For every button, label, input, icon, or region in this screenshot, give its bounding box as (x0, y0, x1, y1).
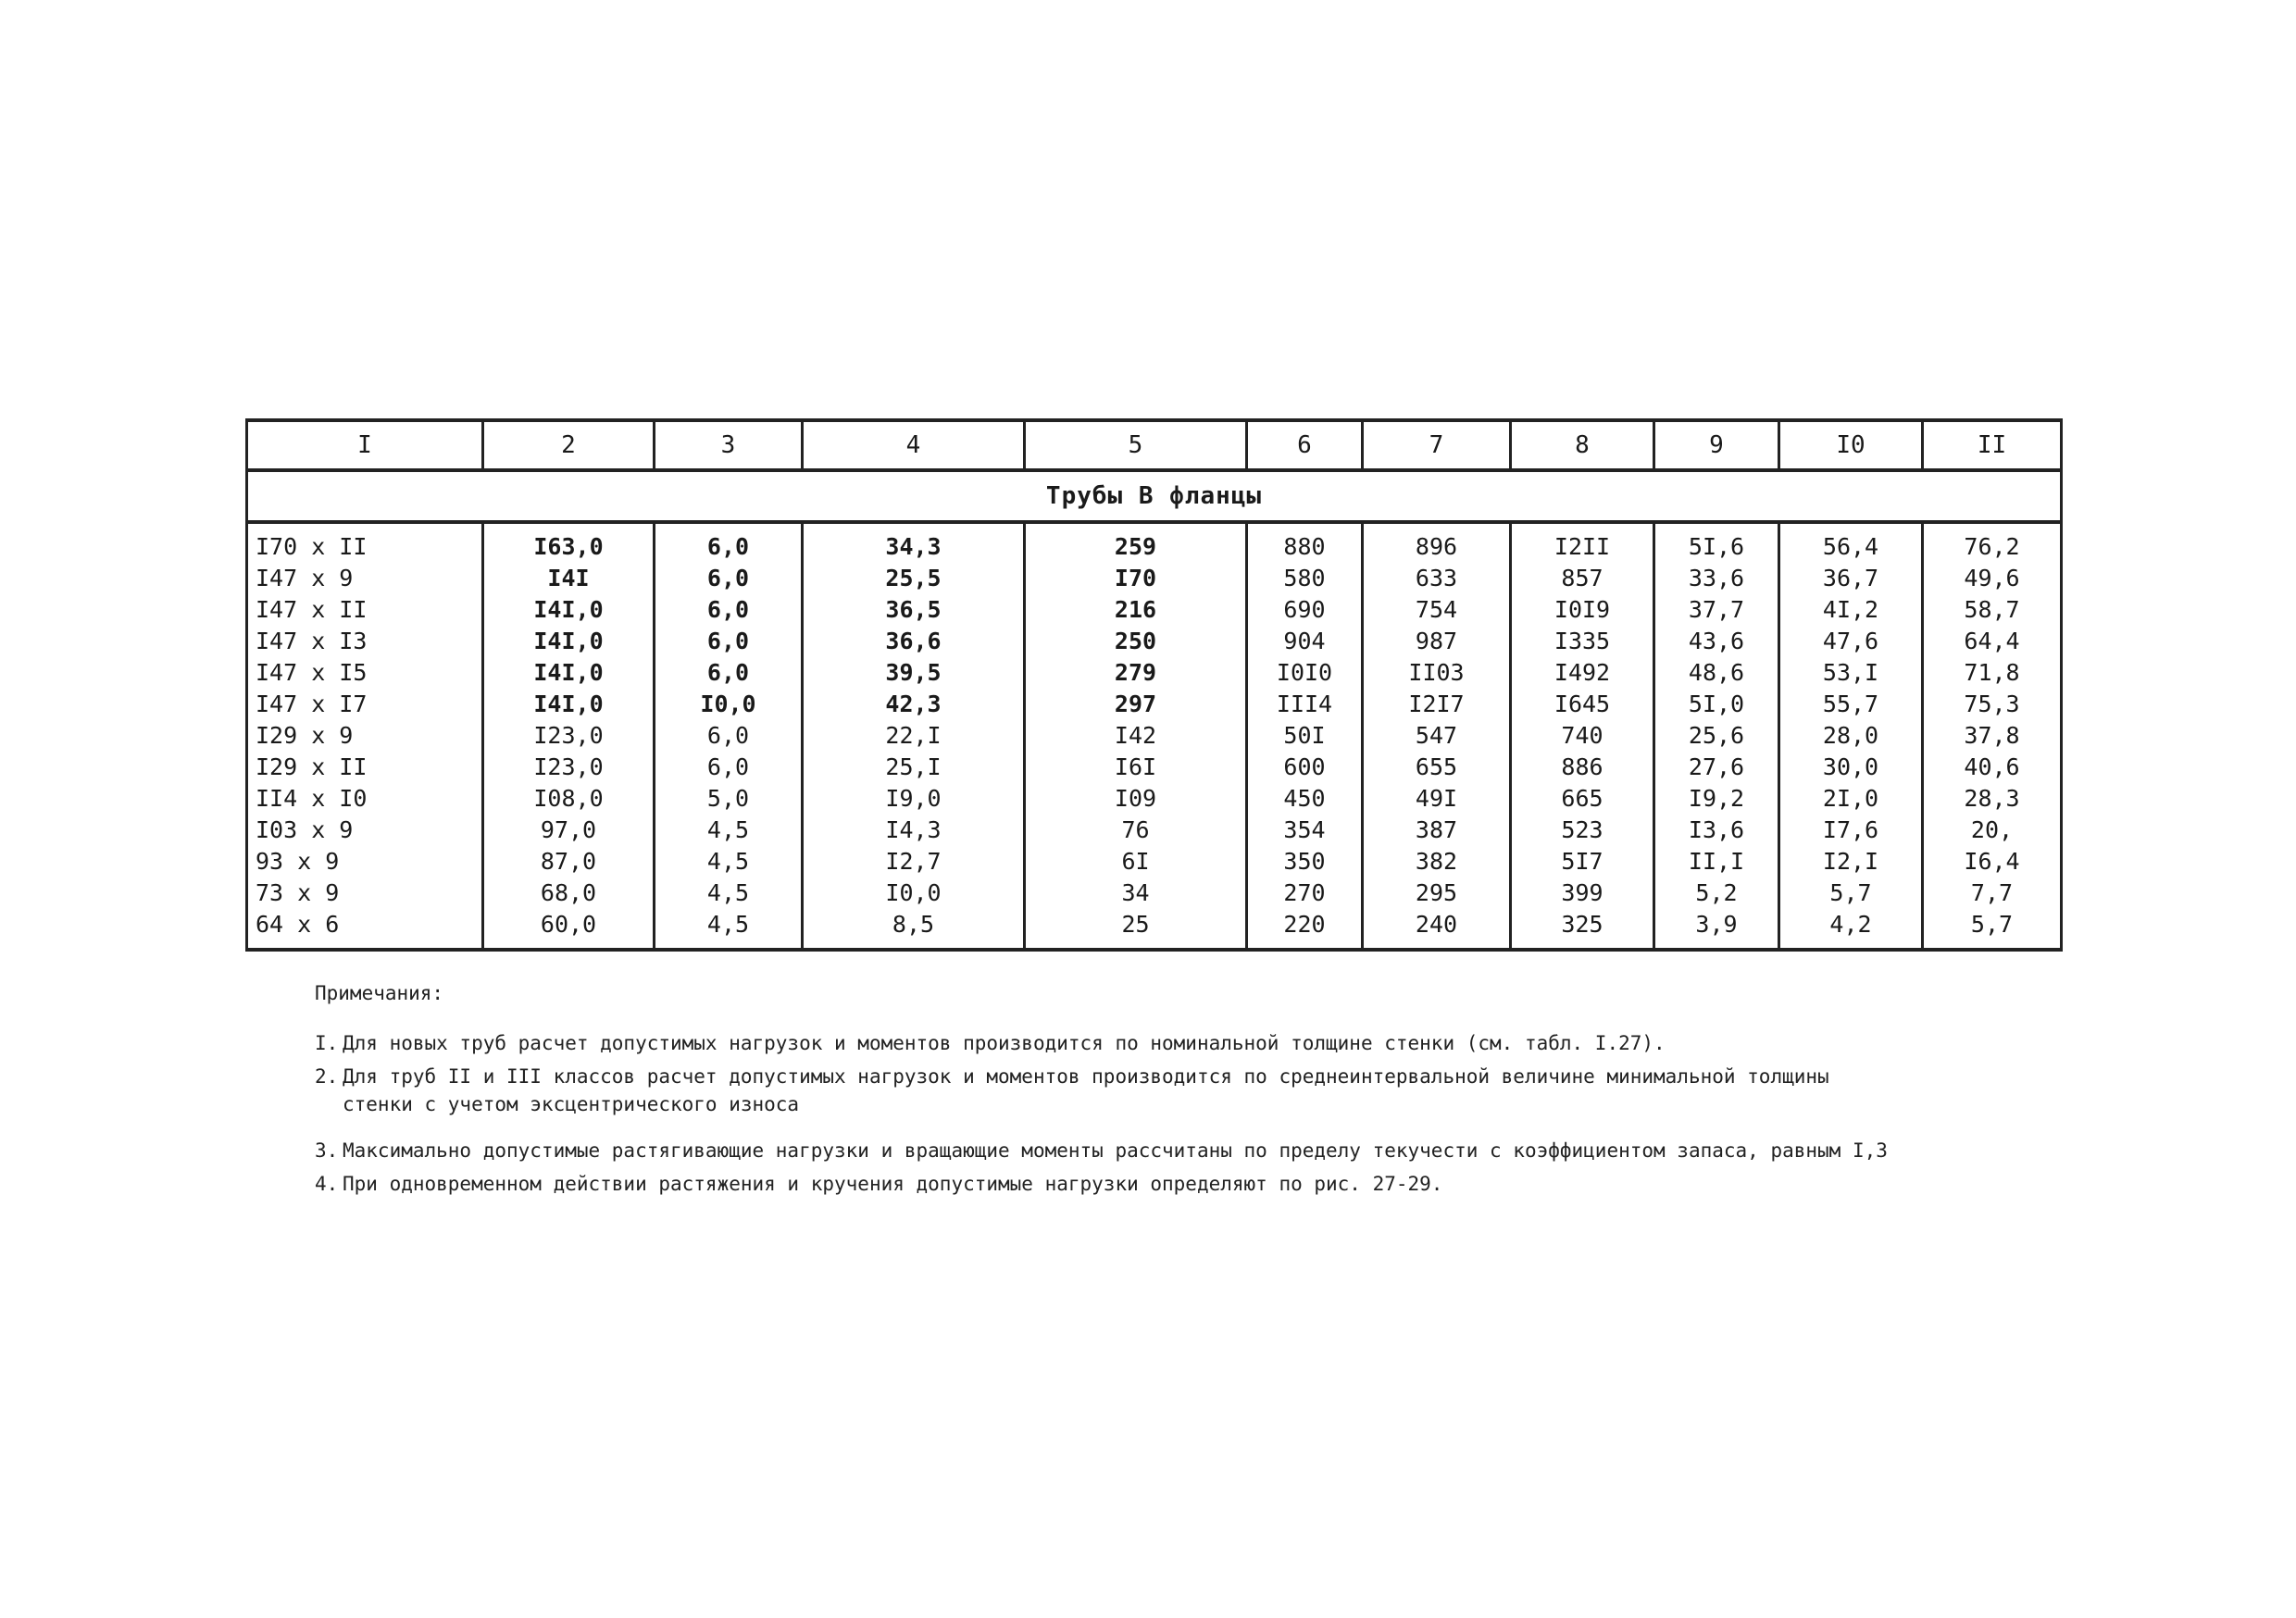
table-cell-col-6: 580 (1247, 563, 1363, 594)
table-cell-col-11: 71,8 (1923, 657, 2062, 689)
pipe-size-cell: I47 x I3 (247, 626, 483, 657)
table-cell-col-5: 216 (1025, 594, 1247, 626)
table-cell-col-5: I6I (1025, 752, 1247, 783)
pipe-size-cell: I03 x 9 (247, 815, 483, 846)
table-cell-col-9: I9,2 (1654, 783, 1779, 815)
table-cell-col-7: I2I7 (1363, 689, 1511, 720)
table-cell-col-3: 6,0 (655, 626, 803, 657)
table-cell-col-7: 987 (1363, 626, 1511, 657)
table-cell-col-8: 857 (1511, 563, 1654, 594)
table-cell-col-3: 5,0 (655, 783, 803, 815)
table-row (247, 689, 2062, 720)
column-header-4: 4 (803, 420, 1025, 470)
table-cell-col-5: 259 (1025, 522, 1247, 563)
table-cell-col-7: 295 (1363, 877, 1511, 909)
table-cell-col-6: III4 (1247, 689, 1363, 720)
table-cell-col-3: 6,0 (655, 594, 803, 626)
table-body (247, 470, 2062, 950)
note-item (315, 1029, 2074, 1057)
table-header-row (247, 420, 2062, 470)
table-cell-col-9: 5I,6 (1654, 522, 1779, 563)
note-item (315, 1137, 2074, 1164)
notes-list (315, 1029, 2074, 1198)
column-header-5: 5 (1025, 420, 1247, 470)
table-cell-col-11: 28,3 (1923, 783, 2062, 815)
table-cell-col-9: II,I (1654, 846, 1779, 877)
table-cell-col-4: 42,3 (803, 689, 1025, 720)
note-text: Максимально допустимые растягивающие нагрузки и вращающие моменты рассчитаны по пределу текучести с коэффициентом запаса, равным I,3 (343, 1139, 1888, 1162)
table-cell-col-2: I23,0 (483, 720, 655, 752)
table-cell-col-6: 690 (1247, 594, 1363, 626)
column-header-1: I (247, 420, 483, 470)
table-row (247, 563, 2062, 594)
notes-block (315, 979, 2074, 1203)
table-cell-col-4: I2,7 (803, 846, 1025, 877)
table-cell-col-4: I9,0 (803, 783, 1025, 815)
table-cell-col-8: 886 (1511, 752, 1654, 783)
table-cell-col-3: 6,0 (655, 563, 803, 594)
table-cell-col-7: 547 (1363, 720, 1511, 752)
table-cell-col-4: 36,6 (803, 626, 1025, 657)
table-cell-col-11: 5,7 (1923, 909, 2062, 950)
table-row (247, 909, 2062, 950)
table-cell-col-2: 60,0 (483, 909, 655, 950)
table-cell-col-2: I23,0 (483, 752, 655, 783)
table-cell-col-4: I4,3 (803, 815, 1025, 846)
table-cell-col-11: 40,6 (1923, 752, 2062, 783)
table-cell-col-5: 76 (1025, 815, 1247, 846)
table-cell-col-9: 37,7 (1654, 594, 1779, 626)
pipe-size-cell: II4 x I0 (247, 783, 483, 815)
table-row (247, 657, 2062, 689)
table-cell-col-8: 325 (1511, 909, 1654, 950)
column-header-7: 7 (1363, 420, 1511, 470)
table-cell-col-3: 4,5 (655, 877, 803, 909)
table-row (247, 815, 2062, 846)
pipe-size-cell: 73 x 9 (247, 877, 483, 909)
table-cell-col-10: 4,2 (1779, 909, 1923, 950)
table-cell-col-3: 4,5 (655, 846, 803, 877)
table-cell-col-6: 904 (1247, 626, 1363, 657)
column-header-9: 9 (1654, 420, 1779, 470)
column-header-2: 2 (483, 420, 655, 470)
table-cell-col-11: 7,7 (1923, 877, 2062, 909)
table-cell-col-9: 33,6 (1654, 563, 1779, 594)
table-cell-col-2: I4I,0 (483, 594, 655, 626)
pipe-size-cell: I47 x 9 (247, 563, 483, 594)
table-cell-col-5: 25 (1025, 909, 1247, 950)
table-cell-col-9: 3,9 (1654, 909, 1779, 950)
pipe-size-cell: I70 x II (247, 522, 483, 563)
table-cell-col-8: I0I9 (1511, 594, 1654, 626)
table-cell-col-4: 34,3 (803, 522, 1025, 563)
note-number: 4. (315, 1173, 339, 1195)
table-cell-col-8: 523 (1511, 815, 1654, 846)
table-cell-col-7: 896 (1363, 522, 1511, 563)
note-text: Для новых труб расчет допустимых нагрузок и моментов производится по номинальной толщине стенки (см. табл. I.27). (343, 1032, 1666, 1054)
table-cell-col-6: 600 (1247, 752, 1363, 783)
pipe-size-cell: 93 x 9 (247, 846, 483, 877)
table-cell-col-4: 8,5 (803, 909, 1025, 950)
table-cell-col-4: 36,5 (803, 594, 1025, 626)
table-cell-col-7: 387 (1363, 815, 1511, 846)
table-cell-col-5: I09 (1025, 783, 1247, 815)
table-cell-col-9: 27,6 (1654, 752, 1779, 783)
table-cell-col-6: 350 (1247, 846, 1363, 877)
table-cell-col-6: 50I (1247, 720, 1363, 752)
table-cell-col-7: 655 (1363, 752, 1511, 783)
notes-heading: Примечания: (315, 982, 444, 1004)
table-cell-col-6: 354 (1247, 815, 1363, 846)
table-cell-col-6: 450 (1247, 783, 1363, 815)
table-row (247, 626, 2062, 657)
table-cell-col-7: 240 (1363, 909, 1511, 950)
table-cell-col-2: I4I,0 (483, 626, 655, 657)
table-cell-col-8: 740 (1511, 720, 1654, 752)
table-cell-col-5: 34 (1025, 877, 1247, 909)
table-cell-col-8: I335 (1511, 626, 1654, 657)
table-cell-col-6: 880 (1247, 522, 1363, 563)
section-row (247, 470, 2062, 522)
note-number: I. (315, 1032, 339, 1054)
pipe-size-cell: I47 x I7 (247, 689, 483, 720)
pipe-size-cell: 64 x 6 (247, 909, 483, 950)
table-cell-col-4: 39,5 (803, 657, 1025, 689)
table-cell-col-4: 22,I (803, 720, 1025, 752)
table-row (247, 720, 2062, 752)
table-cell-col-9: 25,6 (1654, 720, 1779, 752)
table-cell-col-3: 6,0 (655, 752, 803, 783)
table-cell-col-6: I0I0 (1247, 657, 1363, 689)
table-row (247, 846, 2062, 877)
table-row (247, 752, 2062, 783)
table-row (247, 594, 2062, 626)
table-cell-col-9: I3,6 (1654, 815, 1779, 846)
table-cell-col-7: 382 (1363, 846, 1511, 877)
table-cell-col-10: I7,6 (1779, 815, 1923, 846)
table-cell-col-10: I2,I (1779, 846, 1923, 877)
table-cell-col-11: 49,6 (1923, 563, 2062, 594)
table-cell-col-3: 6,0 (655, 657, 803, 689)
note-text: Для труб II и III классов расчет допустимых нагрузок и моментов производится по среднеинтервальной величине минимальной толщины стенки с учетом эксцентрического износа (343, 1065, 1829, 1115)
note-number: 2. (315, 1065, 339, 1088)
table-cell-col-8: I645 (1511, 689, 1654, 720)
table-cell-col-8: I492 (1511, 657, 1654, 689)
table-cell-col-8: 665 (1511, 783, 1654, 815)
table-cell-col-10: 53,I (1779, 657, 1923, 689)
table-cell-col-3: 4,5 (655, 909, 803, 950)
table-cell-col-3: I0,0 (655, 689, 803, 720)
note-item (315, 1170, 2074, 1198)
table-cell-col-3: 6,0 (655, 720, 803, 752)
section-title: Трубы В фланцы (247, 470, 2062, 522)
table-cell-col-2: 68,0 (483, 877, 655, 909)
table-cell-col-10: 36,7 (1779, 563, 1923, 594)
table-cell-col-6: 270 (1247, 877, 1363, 909)
note-number: 3. (315, 1139, 339, 1162)
note-text: При одновременном действии растяжения и кручения допустимые нагрузки определяют по рис. 27-29. (343, 1173, 1443, 1195)
table-row (247, 783, 2062, 815)
table-cell-col-3: 6,0 (655, 522, 803, 563)
table-cell-col-11: 75,3 (1923, 689, 2062, 720)
table-cell-col-2: I4I (483, 563, 655, 594)
column-header-3: 3 (655, 420, 803, 470)
pipe-size-cell: I29 x II (247, 752, 483, 783)
pipe-load-table (245, 418, 2063, 952)
table-cell-col-10: 56,4 (1779, 522, 1923, 563)
table-cell-col-7: II03 (1363, 657, 1511, 689)
table-cell-col-10: 55,7 (1779, 689, 1923, 720)
pipe-load-table-container (245, 418, 2060, 952)
table-cell-col-7: 754 (1363, 594, 1511, 626)
table-cell-col-10: 30,0 (1779, 752, 1923, 783)
table-cell-col-2: 97,0 (483, 815, 655, 846)
table-cell-col-2: I63,0 (483, 522, 655, 563)
table-cell-col-8: 5I7 (1511, 846, 1654, 877)
table-cell-col-9: 5I,0 (1654, 689, 1779, 720)
table-cell-col-10: 28,0 (1779, 720, 1923, 752)
table-cell-col-10: 2I,0 (1779, 783, 1923, 815)
table-cell-col-4: 25,5 (803, 563, 1025, 594)
table-cell-col-5: 6I (1025, 846, 1247, 877)
table-row (247, 877, 2062, 909)
table-cell-col-10: 47,6 (1779, 626, 1923, 657)
table-cell-col-11: 20, (1923, 815, 2062, 846)
table-cell-col-11: 64,4 (1923, 626, 2062, 657)
table-cell-col-8: 399 (1511, 877, 1654, 909)
pipe-size-cell: I47 x II (247, 594, 483, 626)
table-cell-col-9: 5,2 (1654, 877, 1779, 909)
column-header-6: 6 (1247, 420, 1363, 470)
table-cell-col-11: I6,4 (1923, 846, 2062, 877)
table-cell-col-2: 87,0 (483, 846, 655, 877)
column-header-8: 8 (1511, 420, 1654, 470)
table-cell-col-10: 4I,2 (1779, 594, 1923, 626)
table-cell-col-5: I70 (1025, 563, 1247, 594)
table-cell-col-3: 4,5 (655, 815, 803, 846)
table-cell-col-9: 48,6 (1654, 657, 1779, 689)
table-cell-col-5: 250 (1025, 626, 1247, 657)
note-item (315, 1063, 2074, 1118)
table-cell-col-4: I0,0 (803, 877, 1025, 909)
table-row (247, 522, 2062, 563)
table-cell-col-10: 5,7 (1779, 877, 1923, 909)
table-cell-col-2: I08,0 (483, 783, 655, 815)
table-cell-col-2: I4I,0 (483, 657, 655, 689)
table-cell-col-2: I4I,0 (483, 689, 655, 720)
table-cell-col-5: 279 (1025, 657, 1247, 689)
table-cell-col-11: 76,2 (1923, 522, 2062, 563)
column-header-10: I0 (1779, 420, 1923, 470)
pipe-size-cell: I47 x I5 (247, 657, 483, 689)
table-cell-col-7: 633 (1363, 563, 1511, 594)
column-header-11: II (1923, 420, 2062, 470)
table-cell-col-6: 220 (1247, 909, 1363, 950)
table-cell-col-4: 25,I (803, 752, 1025, 783)
table-cell-col-8: I2II (1511, 522, 1654, 563)
table-cell-col-9: 43,6 (1654, 626, 1779, 657)
pipe-size-cell: I29 x 9 (247, 720, 483, 752)
table-cell-col-7: 49I (1363, 783, 1511, 815)
table-cell-col-11: 37,8 (1923, 720, 2062, 752)
table-cell-col-5: I42 (1025, 720, 1247, 752)
table-cell-col-11: 58,7 (1923, 594, 2062, 626)
table-cell-col-5: 297 (1025, 689, 1247, 720)
